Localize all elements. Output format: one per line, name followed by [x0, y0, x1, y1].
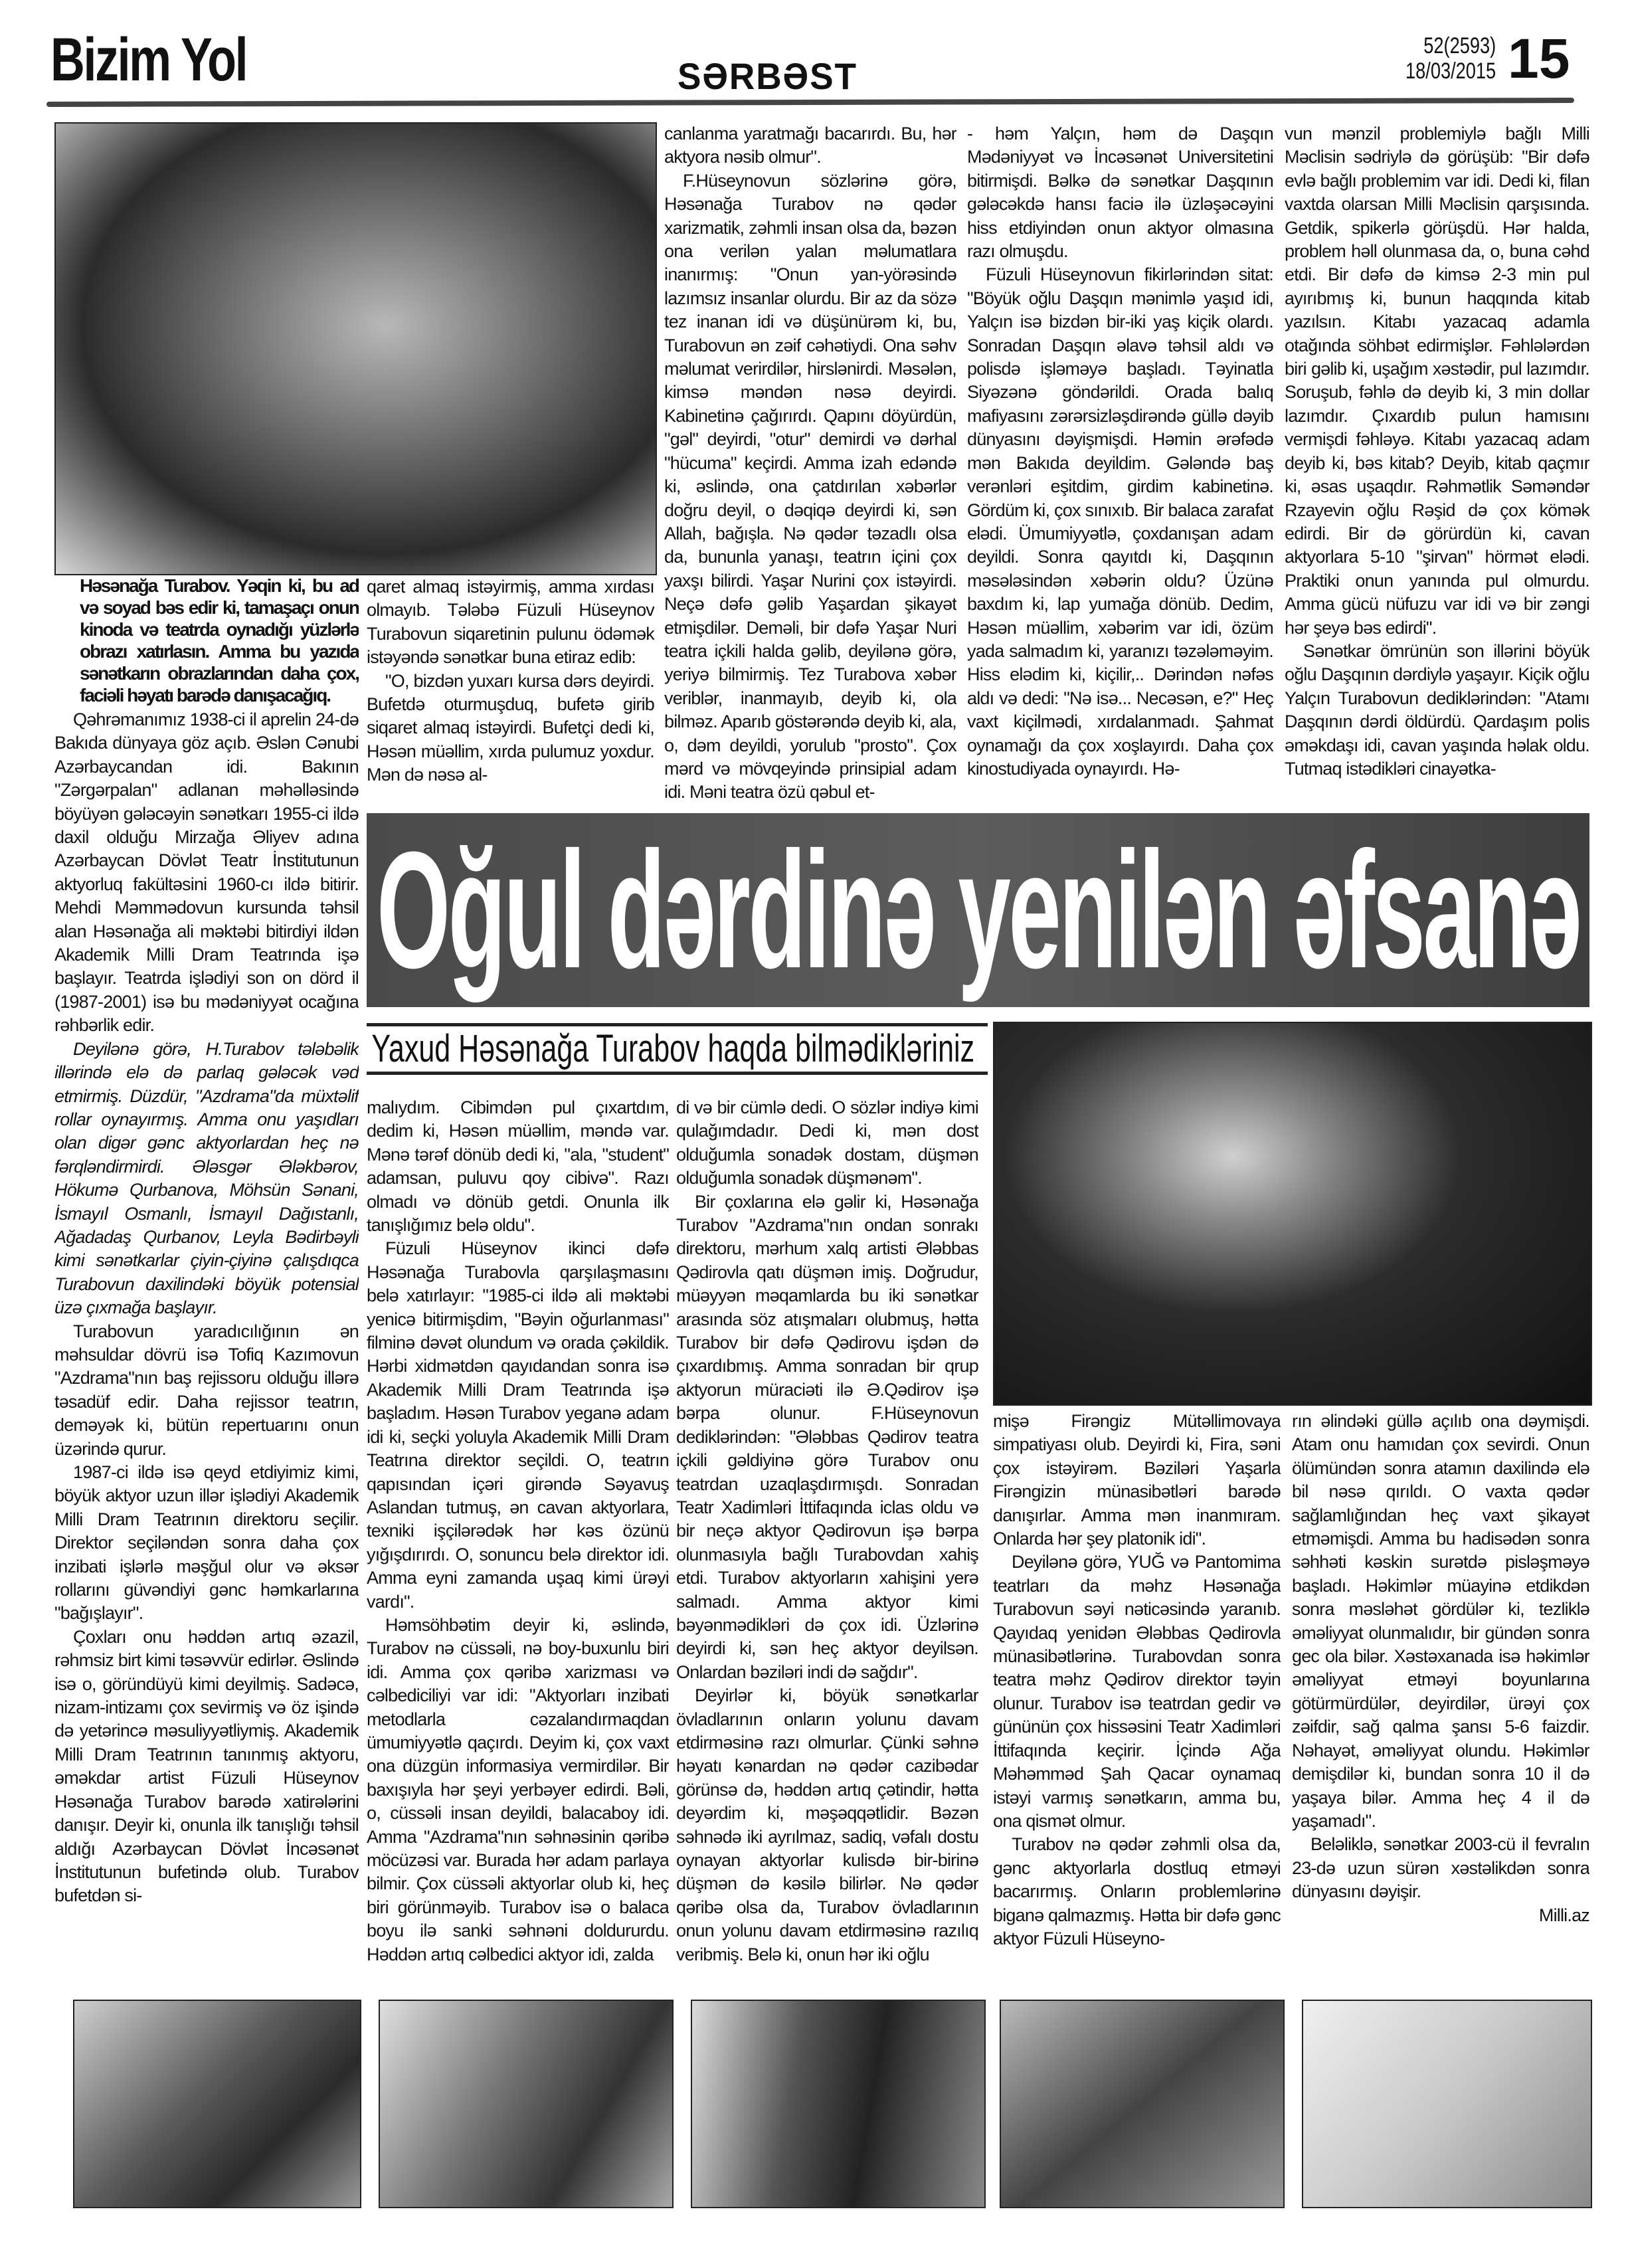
paragraph: Turabov nə qədər zəhmli olsa da, gənc aktyorlarla dostluq etməyi bacarırmış. Onların problemlərinə biganə qalmazmış. Hətta bir dəfə gənc aktyor Füzuli Hüseyno- — [993, 1834, 1281, 1948]
article-column-3-top — [664, 122, 956, 805]
issue-date: 18/03/2015 — [1405, 58, 1496, 84]
paragraph: Qəhrəmanımız 1938-ci il aprelin 24-də Bakıda dünyaya göz açıb. Əslən Cənubi Azərbaycandan idi. Bakının "Zərgərpalan" adlanan məhəlləsində böyüyən gələcəyin sənətkarı 1955-ci ildə daxil olduğu Mirzağa Əliyev adına Azərbaycan Dövlət Teatr İnstitutunun aktyorluq fakültəsini 1960-cı ildə bitirir. Mehdi Məmmədovun kursunda təhsil alan Həsənağa ali məktəbi bitirdiyi ildən Akademik Milli Dram Teatrında işə başlayır. Teatrda işlədiyi son on dörd il (1987-2001) isə bu mədəniyyət ocağına rəhbərlik edir. — [54, 709, 359, 1036]
photo-strip-5 — [1302, 2000, 1592, 2208]
photo-strip-3 — [691, 2000, 986, 2208]
issue-number: 52(2593) — [1423, 33, 1496, 58]
paragraph: Füzuli Hüseynov ikinci dəfə Həsənağa Turabovla qarşılaşmasını belə xatırlayır: "1985-ci ildə ali məktəbi yenicə bitirmişdim, "Bəyin oğurlanması" filminə dəvət olundum və orada çəkildik. Hərbi xidmətdən qayıdandan sonra isə Akademik Milli Dram Teatrında işə başladım. Həsən Turabov yeganə adam idi ki, seçki yoluyla Akademik Milli Dram Teatrına direktor seçildi. O, teatrın qapısından içəri girəndə Səyavuş Aslandan tutmuş, ən cavan aktyorlara, texniki işçilərədək hər kəs özünü yığışdırırdı. O, sonuncu belə direktor idi. Amma eyni zamanda uşaq kimi ürəyi vardı". — [367, 1238, 669, 1612]
issue-info — [1405, 33, 1496, 84]
photo-strip-2 — [379, 2000, 674, 2208]
paragraph: Beləliklə, sənətkar 2003-cü il fevralın 23-də uzun sürən xəstəlikdən sonra dünyasını dəyişir. — [1292, 1834, 1589, 1902]
photo-caption: Həsənağa Turabov. Yəqin ki, bu ad və soyad bəs edir ki, tamaşaçı onun kinoda və teatrda oynadığı yüzlərlə obrazı xatırlasın. Amma bu yazıda sənətkarın obrazlarından daha çox, faciəli həyatı barədə danışacağıq. — [80, 575, 359, 706]
paragraph: - həm Yalçın, həm də Daşqın Mədəniyyət və İncəsənət Universitetini bitirmişdi. Bəlkə də sənətkar Daşqının gələcəkdə hansı faciə ilə üzləşəcəyini hiss etdiyindən onun aktyor olmasına razı olmuşdu. — [967, 124, 1273, 262]
paragraph: Həmsöhbətim deyir ki, əslində, Turabov nə cüssəli, nə boy-buxunlu biri idi. Amma çox qəribə xarizması və cəlbediciliyi var idi: "Aktyorları inzibati metodlarla cəzalandırmaqdan ümumiyyətlə qaçırdı. Deyim ki, çox vaxt ona düzgün informasiya vermirdilər. Bir baxışıyla hər şeyi yerbəyer edirdi. Bəli, o, cüssəli insan deyildi, balacaboy idi. Amma "Azdrama"nın səhnəsinin qəribə möcüzəsi var. Burada hər adam parlaya bilmir. Çox cüssəli aktyorlar olub ki, heç biri görünməyib. Turabov isə o balaca boyu ilə sanki səhnəni doldururdu. Həddən artıq cəlbedici aktyor idi, zalda — [367, 1614, 669, 1964]
page-number: 15 — [1508, 27, 1570, 90]
article-column-1 — [54, 708, 359, 1988]
section-title: SƏRBƏST — [678, 55, 858, 97]
article-column-5-top — [1285, 122, 1589, 805]
paragraph: "O, bizdən yuxarı kursa dərs deyirdi. Bufetdə oturmuşduq, bufetə girib siqaret almaq istəyirdi. Bufetçi dedi ki, Həsən müəllim, xırda pulumuz yoxdur. Mən də nəsə al- — [367, 670, 654, 785]
paragraph: Deyirlər ki, böyük sənətkarlar övladlarının onların yolunu davam etdirməsinə razı olmurlar. Çünki səhnə həyatı kənardan nə qədər cazibədar görünsə də, həddən artıq çətindir, hətta deyərdim ki, məşəqqətlidir. Bəzən səhnədə iki ayrılmaz, sadiq, vəfalı dostu oynayan aktyorlar kulisdə bir-birinə düşmən də kəsilə bilirlər. Nə qədər qəribə olsa da, Turabov övladlarının onun yolunu davam etdirməsinə razılıq veribmiş. Belə ki, onun hər iki oğlu — [676, 1685, 978, 1964]
paragraph: mişə Firəngiz Mütəllimovaya simpatiyası olub. Deyirdi ki, Fira, səni çox istəyirəm. Bəziləri Yaşarla Firəngizin münasibətləri barədə danışırlar. Amma mən inanmıram. Onlarda hər şey platonik idi". — [993, 1411, 1281, 1549]
subheadline-text: Yaxud Həsənağa Turabov haqda bilmədikləriniz — [371, 1027, 975, 1070]
paragraph: malıydım. Cibimdən pul çıxartdım, dedim ki, Həsən müəllim, məndə var. Mənə tərəf dönüb dedi ki, "ala, "student" adamsan, puluvu qoy cibivə". Razı olmadı və dönüb getdi. Onunla ilk tanışlığımız belə oldu". — [367, 1097, 669, 1236]
headline: Oğul dərdinə yenilən əfsanə — [377, 817, 1580, 1002]
article-source: Milli.az — [1538, 1905, 1589, 1925]
subheadline — [367, 1023, 988, 1075]
photo-strip-4 — [1000, 2000, 1285, 2208]
article-column-2-bottom — [367, 1096, 669, 1986]
paragraph: di və bir cümlə dedi. O sözlər indiyə kimi qulağımdadır. Dedi ki, mən dost olduğumla sonadək dostam, düşmən olduğumla sonadək düşmənəm". — [676, 1097, 978, 1188]
paragraph: Turabovun yaradıcılığının ən məhsuldar dövrü isə Tofiq Kazımovun "Azdrama"nın baş rejissoru olduğu illərə təsadüf edir. Daha rejissor teatrın, deməyək ki, bütün repertuarını onun üzərində qurur. — [54, 1321, 359, 1459]
article-column-4-top — [967, 122, 1273, 805]
portrait-photo-suit — [993, 1022, 1592, 1406]
paragraph: F.Hüseynovun sözlərinə görə, Həsənağa Turabov nə qədər xarizmatik, zəhmli insan olsa da, bəzən ona verilən yalan məlumatlara inanırmış: "Onun yan-yörəsində lazımsız insanlar olurdu. Bir az da sözə tez inanan idi və düşünürəm ki, bu, Turabovun ən zəif cəhətiydi. Ona səhv məlumat verirdilər, hirslənirdi. Məsələn, kimsə məndən nəsə deyirdi. Kabinetinə çağırırdı. Qapını döyürdün, "gəl" deyirdi, "otur" demirdi və dərhal "hücuma" keçirdi. Amma izah edəndə ki, əslində, ona çatdırılan xəbərlər doğru deyil, o dəqiqə deyirdi ki, sən Allah, bağışla. Nə qədər təzadlı olsa da, bununla yanaşı, teatrın içini çox yaxşı bilirdi. Yaşar Nurini çox istəyirdi. Neçə dəfə gəlib Yaşardan şikayət etmişdilər. Deməli, bir dəfə Yaşar Nuri teatra içkili halda gəlib, deyilənə görə, yeriyə bilmirmiş. Tez Turabova xəbər veriblər, inanmayıb, deyib ki, ola bilməz. Aparıb göstərəndə deyib ki, ala, o, dəm deyildi, yorulub "prosto". Çox mərd və mövqeyində prinsipial adam idi. Məni teatra özü qəbul et- — [664, 170, 956, 803]
paragraph: Sənətkar ömrünün son illərini böyük oğlu Daşqının dərdiylə yaşayır. Kiçik oğlu Yalçın Turabovun dediklərindən: "Atamı Daşqının dərdi öldürdü. Qardaşım polis əməkdaşı idi, cavan yaşında həlak oldu. Tutmaq istədikləri cinayətka- — [1285, 640, 1589, 779]
paragraph: Deyilənə görə, YUĞ və Pantomima teatrları da məhz Həsənağa Turabovun səyi nəticəsində yaranıb. Qayıdaq yenidən Ələbbas Qədirovla münasibətlərinə. Turabovdan sonra teatra məhz Qədirov direktor təyin olunur. Turabov isə teatrdan gedir və gününün çox hissəsini Teatr Xadimləri İttifaqında keçirir. İçində Ağa Məhəmməd Şah Qacar oynamaq istəyi varmış sənətkarın, amma bu, ona qismət olmur. — [993, 1552, 1281, 1831]
paragraph: Füzuli Hüseynovun fikirlərindən sitat: "Böyük oğlu Daşqın mənimlə yaşıd idi, Yalçın isə bizdən bir-iki yaş kiçik olardı. Sonradan Daşqın əlavə təhsil aldı və polisdə işləməyə başladı. Təyinatla Siyəzənə göndərildi. Orada balıq mafiyasını zərərsizləşdirəndə güllə dəyib dünyasını dəyişmişdi. Həmin ərəfədə mən Bakıda deyildim. Gələndə baş verənləri eşitdim, girdim kabinetinə. Gördüm ki, çox sınıxıb. Bir balaca zarafat elədi. Ümumiyyətlə, çoxdanışan adam deyildi. Sonra qayıtdı ki, Daşqının məsələsindən xəbərin oldu? Üzünə baxdım ki, lap yumağa dönüb. Dedim, Həsən müəllim, xəbərim var idi, özüm yada salmadım ki, yaranızı təzələməyim. Hiss elədim ki, kiçilir,.. Dərindən nəfəs aldı və dedi: "Nə isə... Necəsən, e?" Heç vaxt kiçilmədi, xırdalanmadı. Şahmat oynamağı da çox xoşlayırdı. Daha çox kinostudiyada oynayırdı. Hə- — [967, 264, 1273, 779]
header-rule — [46, 98, 1574, 107]
article-column-4-bottom — [993, 1410, 1281, 1961]
article-column-3-bottom — [676, 1096, 978, 1986]
paragraph: 1987-ci ildə isə qeyd etdiyimiz kimi, böyük aktyor uzun illər işlədiyi Akademik Milli Dram Teatrının direktoru seçilir. Direktor seçiləndən sonra daha çox inzibati işlərlə məşğul olur və əksər rollarını güvəndiyi gənc həmkarlarına "bağışlayır". — [54, 1462, 359, 1624]
photo-strip-1 — [73, 2000, 361, 2208]
paragraph: vun mənzil problemiylə bağlı Milli Məclisin sədriylə də görüşüb: "Bir dəfə evlə bağlı problemim var idi. Dedi ki, filan vaxtda olarsan Milli Məclisin qarşısında. Getdik, spikerlə görüşdü. Hər halda, problem həll olunmasa da, o, buna cəhd etdi. Bir dəfə də kimsə 2-3 min pul ayırıbmış ki, bunun haqqında kitab yazılsın. Kitabı yazacaq adamla otağında söhbət edirmişlər. Fəhlələrdən biri gəlib ki, uşağım xəstədir, pul lazımdır. Soruşub, fəhlə də deyib ki, 3 min dollar lazımdır. Çıxardıb pulun hamısını vermişdi fəhləyə. Kitabı yazacaq adam deyib ki, bəs kitab? Deyib, kitab qaçmır ki, əsas uşaqdır. Rəhmətlik Səməndər Rzayevin oğlu Rəşid də çox kömək edirdi. Bir də görürdün ki, cavan aktyorlara 5-10 "şirvan" hörmət elədi. Praktiki onun yanında pul olmurdu. Amma gücü nüfuzu var idi və bir zəngi hər şeyə bəs edirdi". — [1285, 124, 1589, 638]
paragraph: Çoxları onu həddən artıq əzazil, rəhmsiz birt kimi təsəvvür edirlər. Əslində isə o, göründüyü kimi deyilmiş. Sadəcə, nizam-intizamı çox sevirmiş və öz işində də yetərincə məsuliyyətliymiş. Akademik Milli Dram Teatrının tanınmış aktyoru, əməkdar artist Füzuli Hüseynov Həsənağa Turabov barədə xatirələrini danışır. Deyir ki, onunla ilk tanışlığı təhsil aldığı Azərbaycan Dövlət İncəsənət İnstitutunun bufetində olub. Turabov bufetdən si- — [54, 1626, 359, 1906]
paragraph: qaret almaq istəyirmiş, amma xırdası olmayıb. Tələbə Füzuli Hüseynov Turabovun siqaretinin pulunu ödəmək istəyəndə sənətkar buna etiraz edib: — [367, 577, 654, 668]
portrait-photo-cap — [54, 122, 657, 575]
paragraph: Bir çoxlarına elə gəlir ki, Həsənağa Turabov "Azdrama"nın ondan sonrakı direktoru, mərhum xalq artisti Ələbbas Qədirovla qatı düşmən imiş. Doğrudur, müəyyən məqamlarda bu iki sənətkar arasında söz atışmaları olubmuş, hətta Turabov bir dəfə Qədirovu işdən də çıxardıbmış. Amma sonradan bir qrup aktyorun müraciəti ilə Ə.Qədirov işə bərpa olunur. F.Hüseynovun dediklərindən: "Ələbbas Qədirov teatra içkili gəldiyinə görə Turabov onu teatrdan uzaqlaşdırmışdı. Sonradan Teatr Xadimləri İttifaqında iclas oldu və bir neçə aktyor Qədirovun işə bərpa olunmasıyla bağlı Turabovdan xahiş etdi. Turabov aktyorların xahişini yerə salmadı. Amma aktyor kimi bəyənmədikləri də çox idi. Üzlərinə deyirdi ki, sən heç aktyor deyilsən. Onlardan bəziləri indi də sağdır". — [676, 1191, 978, 1682]
newspaper-masthead: Bizim Yol — [50, 26, 247, 94]
paragraph: rın əlindəki güllə açılıb ona dəymişdi. Atam onu hamıdan çox sevirdi. Onun ölümündən sonra atamın daxilində elə bil nəsə qırıldı. O vaxta qədər sağlamlığından heç vaxt şikayət etməmişdi. Amma bu hadisədən sonra səhhəti kəskin surətdə pisləşməyə başladı. Həkimlər müayinə etdikdən sonra məsləhət gördülər ki, tezliklə əməliyyat olunmalıdır, bir gündən sonra gec ola bilər. Xəstəxanada isə həkimlər əməliyyat etməyi boyunlarına götürmürdülər, deyirdilər, ürəyi çox zəifdir, sağ qalma şansı 5-6 faizdir. Nəhayət, əməliyyat olundu. Həkimlər demişdilər ki, bundan sonra 10 il də yaşaya bilər. Amma heç 4 il də yaşamadı". — [1292, 1411, 1589, 1831]
article-column-5-bottom — [1292, 1410, 1589, 1961]
paragraph: Deyilənə görə, H.Turabov tələbəlik illərində elə də parlaq gələcək vəd etmirmiş. Düzdür, "Azdrama"da müxtəlif rollar oynayırmış. Amma onu yaşıdları olan digər gənc aktyorlardan heç nə fərqləndirmirdi. Ələsgər Ələkbərov, Hökumə Qurbanova, Möhsün Sənani, İsmayıl Osmanlı, İsmayıl Dağıstanlı, Ağadadaş Qurbanov, Leyla Bədirbəyli kimi sənətkarlar çiyin-çiyinə çalışdıqca Turabovun daxilindəki böyük potensial üzə çıxmağa başlayır. — [54, 1038, 359, 1318]
headline-banner — [367, 813, 1589, 1007]
paragraph: canlanma yaratmağı bacarırdı. Bu, hər aktyora nəsib olmur". — [664, 124, 956, 167]
article-column-2-top — [367, 575, 654, 805]
